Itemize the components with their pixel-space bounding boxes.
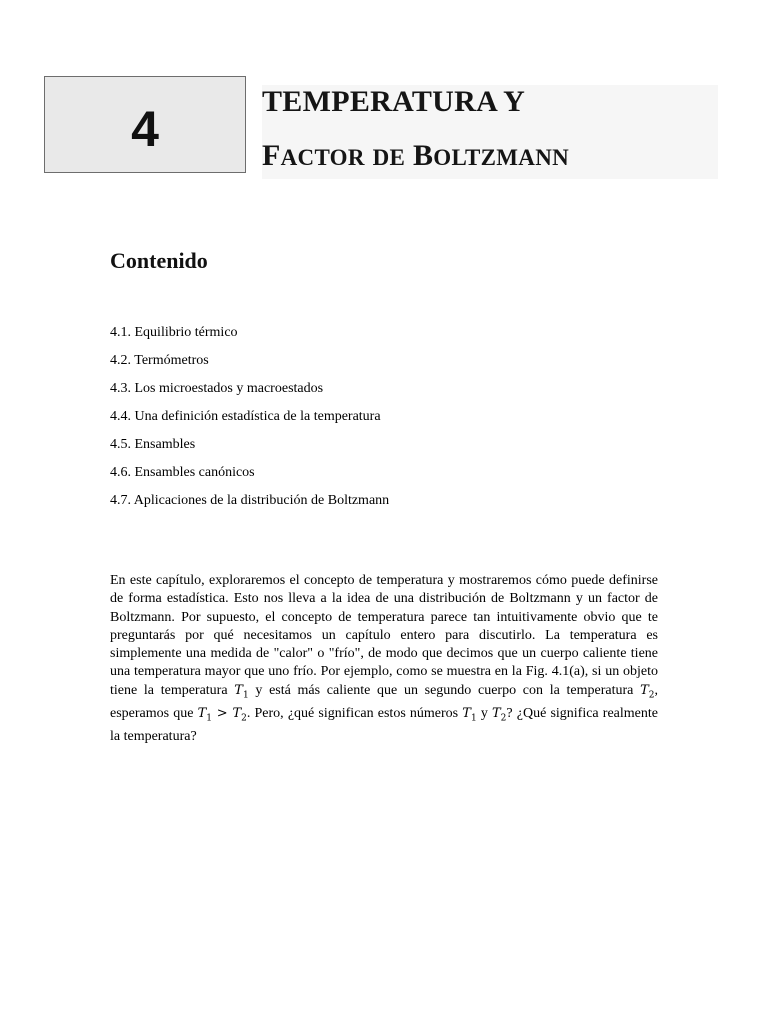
math-inequality bbox=[197, 705, 247, 724]
intro-text: . Pero, ¿qué significan estos números bbox=[246, 705, 463, 721]
title-letter: B bbox=[412, 139, 434, 172]
title-word: Y bbox=[503, 85, 526, 118]
title-letters: ACTOR bbox=[280, 145, 365, 170]
intro-text: ? ¿Qué significa realmente la temperatura? bbox=[110, 705, 658, 744]
intro-text: En este capítulo, exploraremos el concepto de temperatura y mostraremos cómo puede definirse de forma estadística. Esto nos lleva a la idea de una distribución de Boltzmann y un factor de Boltzmann. Por supuesto, el concepto de temperatura parece tan intuitivamente obvio que te preguntarás por qué necesitamos un capítulo entero para discutirlo. La temperatura es simplemente una medida de "calor" o "frío", de modo que decimos que un cuerpo caliente tiene una temperatura mayor que uno frío. Por ejemplo, como se muestra en la Fig. 4.1(a), si un objeto tiene la temperatura bbox=[110, 573, 658, 698]
math-t1 bbox=[462, 705, 477, 724]
toc-item: 4.3. Los microestados y macroestados bbox=[110, 381, 324, 396]
intro-text: y bbox=[476, 705, 492, 721]
contents-heading: Contenido bbox=[110, 248, 208, 273]
table-of-contents bbox=[110, 322, 389, 518]
math-subscript: 1 bbox=[470, 713, 477, 724]
chapter-title-line-2 bbox=[262, 139, 569, 173]
math-symbol: T bbox=[232, 705, 242, 721]
intro-paragraph bbox=[110, 572, 658, 746]
math-t2 bbox=[640, 682, 655, 701]
math-subscript: 2 bbox=[500, 713, 507, 724]
toc-item: 4.1. Equilibrio térmico bbox=[110, 325, 238, 340]
math-subscript: 2 bbox=[648, 690, 655, 701]
intro-text: , esperamos que bbox=[110, 682, 658, 721]
math-t2 bbox=[491, 705, 507, 724]
toc-item: 4.7. Aplicaciones de la distribución de Boltzmann bbox=[110, 493, 390, 508]
math-subscript: 2 bbox=[241, 713, 247, 724]
math-symbol: T bbox=[640, 682, 649, 698]
title-letters: OLTZMANN bbox=[433, 145, 570, 170]
toc-item: 4.6. Ensambles canónicos bbox=[110, 465, 255, 480]
math-symbol: T bbox=[234, 682, 243, 698]
chapter-number: 4 bbox=[131, 100, 159, 157]
math-symbol: T bbox=[197, 705, 207, 721]
toc-item: 4.2. Termómetros bbox=[110, 353, 209, 368]
chapter-number-box bbox=[44, 76, 246, 173]
math-subscript: 1 bbox=[206, 713, 213, 724]
math-symbol: T bbox=[491, 705, 501, 721]
chapter-title-line-1 bbox=[262, 85, 525, 119]
math-t1 bbox=[234, 682, 249, 701]
toc-item: 4.5. Ensambles bbox=[110, 437, 196, 452]
toc-item: 4.4. Una definición estadística de la temperatura bbox=[110, 409, 381, 424]
math-subscript: 1 bbox=[242, 690, 249, 701]
math-operator: > bbox=[212, 705, 233, 721]
math-symbol: T bbox=[462, 705, 471, 721]
intro-text: y está más caliente que un segundo cuerpo con la temperatura bbox=[248, 682, 641, 698]
title-letter: F bbox=[262, 139, 281, 172]
title-word: DE bbox=[372, 145, 406, 170]
chapter-title bbox=[262, 85, 718, 179]
title-word: TEMPERATURA bbox=[262, 85, 497, 118]
